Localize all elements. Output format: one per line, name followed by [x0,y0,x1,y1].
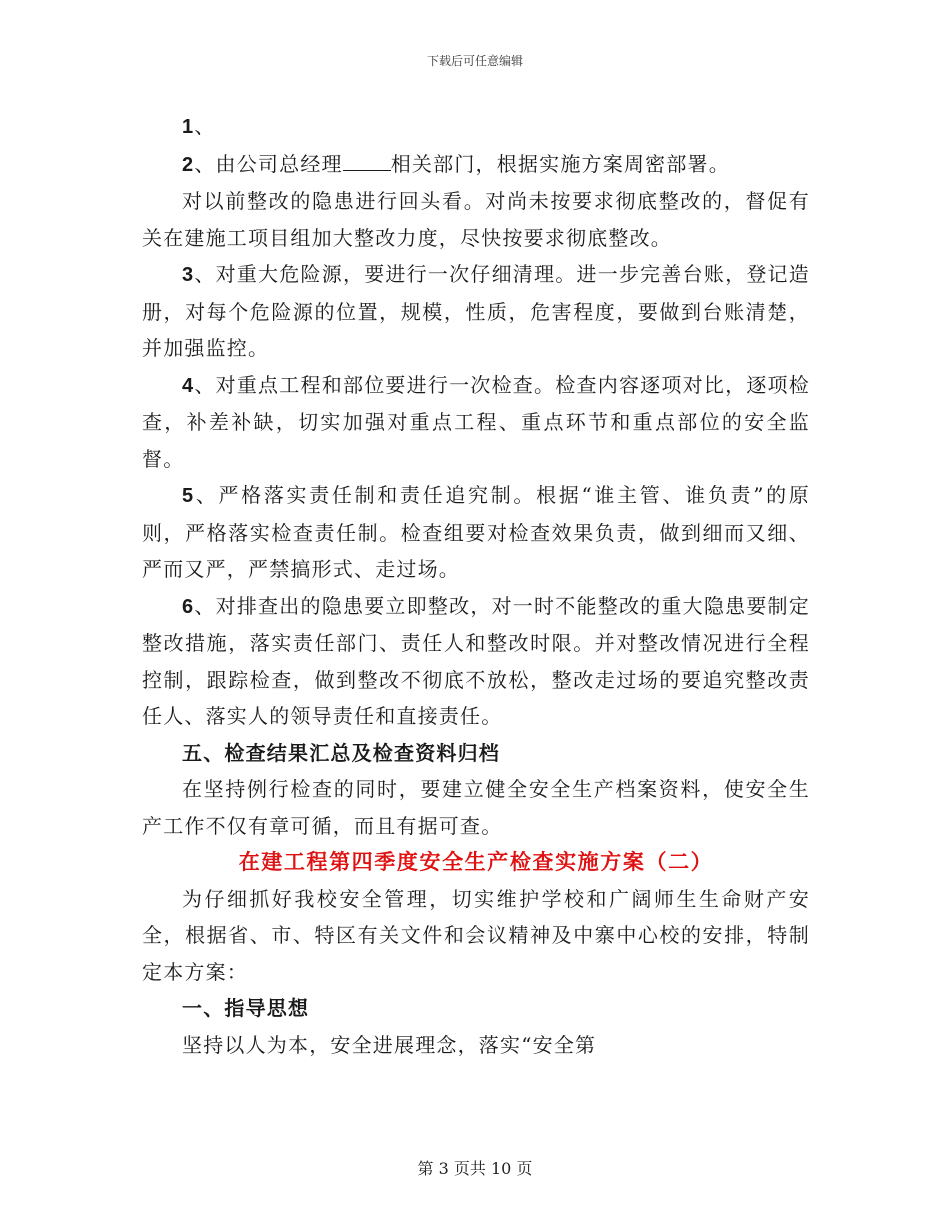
item-number: 5 [182,485,195,507]
paragraph-item-6 [142,588,810,735]
paragraph-guiding-thought: 坚持以人为本，安全进展理念，落实“安全第 [182,1032,597,1057]
item-text: 、对重点工程和部位要进行一次检查。检查内容逐项对比，逐项检查，补差补缺，切实加强对重点工程、重点环节和重点部位的安全监督。 [142,372,810,471]
paragraph-item-2 [142,146,810,184]
item-number: 1 [182,116,195,138]
paragraph-item-1 [142,108,810,146]
item-number: 4 [182,374,195,397]
page-header-note: 下载后可任意编辑 [426,54,523,68]
fill-in-blank [343,150,391,171]
paragraph-review: 对以前整改的隐患进行回头看。对尚未按要求彻底整改的，督促有关在建施工项目组加大整改力度，尽快按要求彻底整改。 [142,189,810,250]
section-heading-5: 五、检查结果汇总及检查资料归档 [182,740,500,765]
paragraph-intro: 为仔细抓好我校安全管理，切实维护学校和广阔师生生命财产安全，根据省、市、特区有关文件和会议精神及中寨中心校的安排，特制定本方案： [142,886,810,984]
paragraph-item-3 [142,256,810,367]
item-number: 3 [182,264,195,286]
item-text: 、严格落实责任制和责任追究制。根据“谁主管、谁负责”的原则，严格落实检查责任制。检查组要对检查效果负责，做到细而又细、严而又严，严禁搞形式、走过场。 [142,483,810,581]
item-number: 6 [182,595,195,618]
section-heading-1: 一、指导思想 [182,996,310,1020]
document-body [142,108,810,1063]
item-text: 、 [194,114,216,138]
paragraph-item-4 [142,367,810,478]
item-text: 相关部门，根据实施方案周密部署。 [390,151,730,176]
paragraph-archive: 在坚持例行检查的同时，要建立健全安全生产档案资料，使安全生产工作不仅有章可循，而且有据可查。 [142,777,810,838]
item-number: 2 [182,153,195,176]
document-title-2: 在建工程第四季度安全生产检查实施方案（二） [238,849,714,874]
paragraph-item-5 [142,477,810,588]
page-number-footer: 第 3 页共 10 页 [417,1159,533,1178]
item-text: 、对排查出的隐患要立即整改，对一时不能整改的重大隐患要制定整改措施，落实责任部门、责任人和整改时限。并对整改情况进行全程控制，跟踪检查，做到整改不彻底不放松，整改走过场的要追究整改责任人、落实人的领导责任和直接责任。 [142,593,810,728]
item-text: 、对重大危险源，要进行一次仔细清理。进一步完善台账，登记造册，对每个危险源的位置，规模，性质，危害程度，要做到台账清楚，并加强监控。 [142,262,810,360]
item-text: 、由公司总经理 [194,151,343,176]
